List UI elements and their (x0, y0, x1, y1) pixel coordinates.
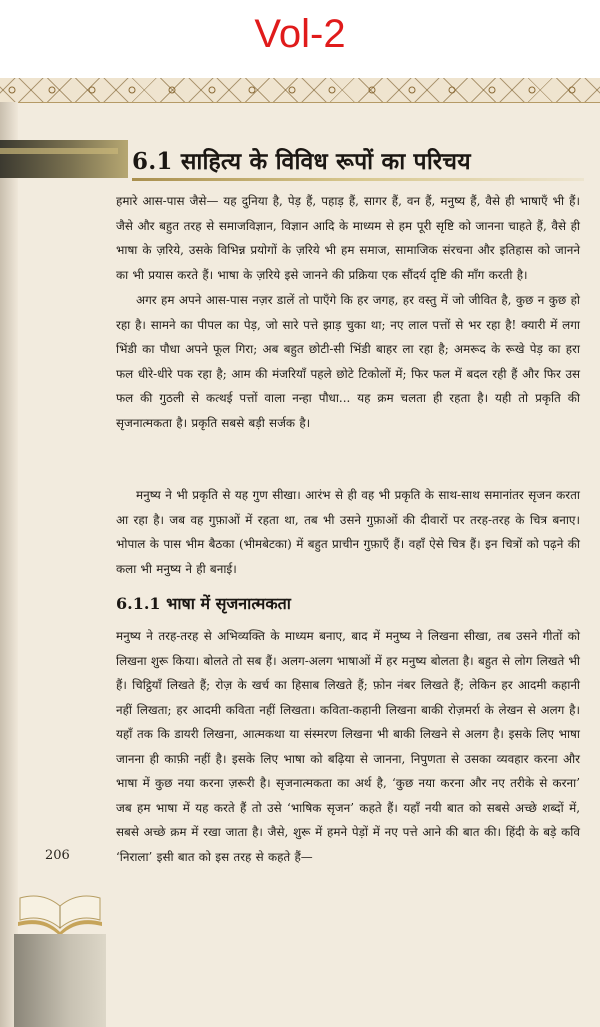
section-title-underline (132, 178, 584, 181)
border-ornament-icon (0, 78, 600, 102)
section-heading-bar (0, 140, 128, 178)
subsection-title: 6.1.1 भाषा में सृजनात्मकता (116, 594, 291, 613)
decorative-top-border (0, 78, 600, 103)
paragraph-4: मनुष्य ने तरह-तरह से अभिव्यक्ति के माध्यम बनाए, बाद में मनुष्य ने लिखना सीखा, तब उसने गीतों को लिखना शुरू किया। बोलते तो सब हैं। अलग-अलग भाषाओं में हर मनुष्य बोलता है। बहुत से लोग लिखते भी हैं। चिट्ठियाँ लिखते हैं; रोज़ के खर्च का हिसाब लिखते हैं; फ़ोन नंबर लिखते हैं; लेकिन हर आदमी कहानी नहीं लिखता; हर आदमी कविता नहीं लिखता। कविता-कहानी लिखना बाकी रोज़मर्रा के लेखन से अलग है। यहाँ तक कि डायरी लिखना, आत्मकथा या संस्मरण लिखना भी बाकी लिखने से अलग है। इसके लिए भाषा जानना ही काफ़ी नहीं है। इसके लिए भाषा को बढ़िया से जानना, निपुणता से उसका व्यवहार करना और भाषा में कुछ नया करना ज़रूरी है। सृजनात्मकता का अर्थ है, ‘कुछ नया करना और नए तरीके से करना’ जब हम भाषा में यह करते हैं तो उसे ‘भाषिक सृजन’ कहते हैं। यहाँ नयी बात को सबसे अच्छे शब्दों में, सबसे अच्छे क्रम में रखा जाता है। जैसे, शुरू में हमने पेड़ों में नए पत्ते आने की बात की। हिंदी के बड़े कवि ‘निराला’ इसी बात को इस तरह से कहते हैं— (116, 629, 580, 864)
paragraph-2: अगर हम अपने आस-पास नज़र डालें तो पाएँगे कि हर जगह, हर वस्तु में जो जीवित है, कुछ न कुछ हो रहा है। सामने का पीपल का पेड़, जो सारे पत्ते झाड़ चुका था; नए लाल पत्तों से भर रहा है! क्यारी में लगा भिंडी का पौधा अपने फूल गिरा; अब बहुत छोटी-सी भिंडी बाहर ला रहा है; अमरूद के रूखे पेड़ का हरा फल धीरे-धीरे पक रहा है; आम की मंजरियाँ पहले छोटे टिकोलों में; फिर फल में बदल रही हैं और फिर उस फल की गुठली से कत्थई पत्तों वाला नन्हा पौधा... यह क्रम चलता ही रहता है। यही तो प्रकृति की सृजनात्मकता है। प्रकृति सबसे बड़ी सर्जक है। (116, 293, 580, 430)
page-number: 206 (45, 848, 70, 863)
open-book-icon (14, 878, 106, 936)
section-heading-bar-highlight (0, 148, 118, 154)
paragraph-3: मनुष्य ने भी प्रकृति से यह गुण सीखा। आरंभ से ही वह भी प्रकृति के साथ-साथ समानांतर सृजन करता आ रहा है। जब वह गुफ़ाओं में रहता था, तब भी उसने गुफ़ाओं की दीवारों पर तरह-तरह के चित्र बनाए। भोपाल के पास भीम बैठका (भीमबेटका) में बहुत प्राचीन गुफ़ाएँ हैं। वहाँ ऐसे चित्र हैं। इन चित्रों को पढ़ने की कला भी मनुष्य ने ही बनाई। (116, 488, 580, 576)
volume-label: Vol-2 (254, 12, 346, 56)
book-stand-decoration (14, 934, 106, 1027)
section-title: 6.1 साहित्य के विविध रूपों का परिचय (132, 148, 471, 175)
book-page (0, 78, 600, 1027)
paragraph-1: हमारे आस-पास जैसे— यह दुनिया है, पेड़ हैं, पहाड़ हैं, सागर हैं, वन हैं, मनुष्य हैं, वैसे ही भाषाएँ भी हैं। जैसे और बहुत तरह से समाजविज्ञान, विज्ञान आदि के माध्यम से हम पूरी सृष्टि को जानना चाहते हैं, वैसे ही भाषा के ज़रिये, उसके विभिन्न प्रयोगों के ज़रिये भी हम समाज, सामाजिक संरचना और इतिहास को जानने का भी प्रयास करते हैं। भाषा के ज़रिये इसे जानने की प्रक्रिया एक सौंदर्य दृष्टि की माँग करती है। (116, 194, 580, 282)
